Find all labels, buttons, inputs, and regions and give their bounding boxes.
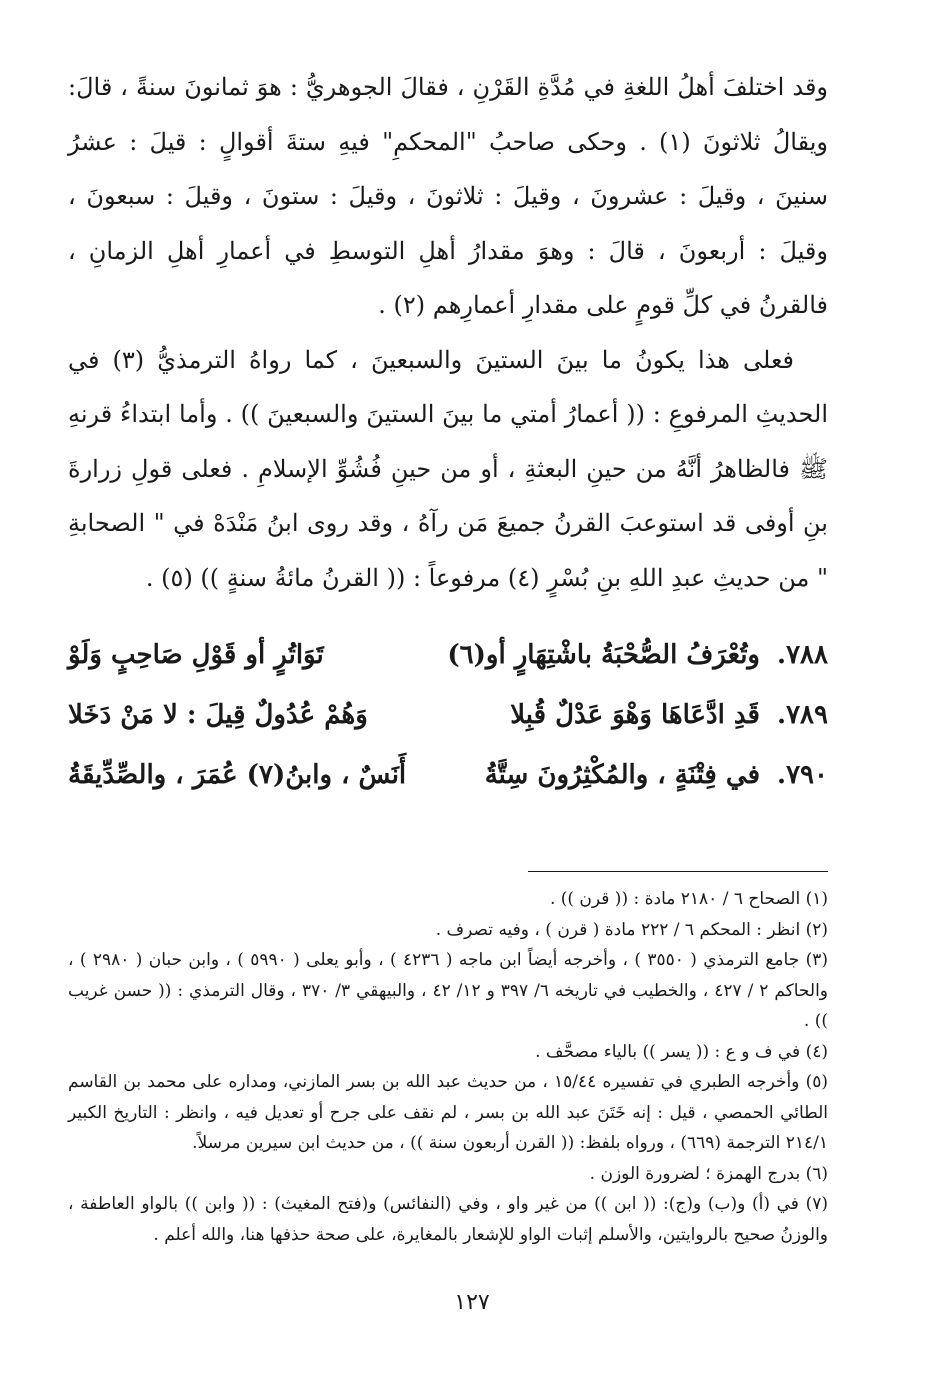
verse-789	[68, 685, 828, 745]
footnote-1: (١) الصحاح ٦ / ٢١٨٠ مادة : (( قرن )) .	[549, 889, 828, 909]
verse-788	[68, 625, 828, 685]
footnotes	[68, 884, 828, 1250]
paragraph-1: وقد اختلفَ أهلُ اللغةِ في مُدَّةِ القَرْنِ ، فقالَ الجوهريُّ : هوَ ثمانونَ سنةً ، قالَ: ويقالُ ثلاثونَ (١) . وحكى صاحبُ "المحكمِ" فيهِ ستةَ أقوالٍ : قيلَ : عشرُ سنينَ ، وقيلَ : عشرونَ ، وقيلَ : ثلاثونَ ، وقيلَ : ستونَ ، وقيلَ : سبعونَ ، وقيلَ : أربعونَ ، قالَ : وهوَ مقدارُ أهلِ التوسطِ في أعمارِ أهلِ الزمانِ ، فالقرنُ في كلِّ قومٍ على مقدارِ أعمارِهم (٢) .	[68, 73, 829, 319]
footnote-2: (٢) انظر : المحكم ٦ / ٢٢٢ مادة ( قرن ) ، وفيه تصرف .	[435, 919, 828, 940]
verse-number: ٧٩٠.	[777, 760, 828, 790]
verse-second-hemistich: أَنَسٌ ، وابنُ(٧) عُمَرَ ، والصِّدِّيقَةُ	[68, 760, 407, 790]
page-number: ١٢٧	[454, 1290, 490, 1315]
verse-first-hemistich: وتُعْرَفُ الصُّحْبَةُ باشْتِهَارٍ أو(٦)	[447, 640, 760, 670]
footnote-divider	[528, 871, 828, 872]
verse-number: ٧٨٨.	[777, 640, 828, 670]
verse-second-hemistich: تَوَاتُرٍ أو قَوْلِ صَاحِبٍ وَلَوْ	[68, 640, 324, 670]
paragraph-2: فعلى هذا يكونُ ما بينَ الستينَ والسبعينَ ، كما رواهُ الترمذيُّ (٣) في الحديثِ المرفوعِ : (( أعمارُ أمتي ما بينَ الستينَ والسبعينَ )) . وأما ابتداءُ قرنهِ ﷺ فالظاهرُ أنَّهُ من حينِ البعثةِ ، أو من حينِ فُشُوِّ الإسلامِ . فعلى قولِ زرارةَ بنِ أوفى قد استوعبَ القرنُ جميعَ مَن رآهُ ، وقد روى ابنُ مَنْدَهْ في " الصحابةِ " من حديثِ عبدِ اللهِ بنِ بُسْرٍ (٤) مرفوعاً : (( القرنُ مائةُ سنةٍ )) (٥) .	[68, 345, 828, 592]
main-text	[68, 60, 828, 605]
footnote-7: (٧) في (أ) و(ب) و(ج): (( ابن )) من غير واو ، وفي (النفائس) و(فتح المغيث) : (( وابن )) بالواو العاطفة ، والوزنُ صحيح بالروايتين، والأسلم إثبات الواو للإشعار بالمغايرة، على صحة حذفها هنا، والله أعلم .	[68, 1194, 828, 1245]
verse-790	[68, 745, 828, 805]
footnote-4: (٤) في ف و ع : (( يسر )) بالياء مصحَّف .	[535, 1041, 828, 1062]
footnote-6: (٦) بدرج الهمزة ؛ لضرورة الوزن .	[589, 1163, 828, 1184]
verse-first-hemistich: في فِتْنَةٍ ، والمُكْثِرُونَ سِتَّةُ	[484, 760, 760, 790]
verse-second-hemistich: وَهُمْ عُدُولٌ قِيلَ : لا مَنْ دَخَلا	[68, 700, 368, 730]
footnote-5: (٥) وأخرجه الطبري في تفسيره ١٥/٤٤ ، من حديث عبد الله بن بسر المازني، ومداره على محمد بن القاسم الطائي الحمصي ، قيل : إنه خَتَنَ عبد الله بن بسر ، لم نقف على جرح أو تعديل فيه ، وانظر : التاريخ الكبير ٢١٤/١ الترجمة (٦٦٩) ، ورواه بلفظ: (( القرن أربعون سنة )) ، من حديث ابن سيرين مرسلاً.	[68, 1072, 828, 1153]
poem-verses	[68, 625, 828, 805]
footnote-3: (٣) جامع الترمذي ( ٣٥٥٠ ) ، وأخرجه أيضاً ابن ماجه ( ٤٢٣٦ ) ، وأبو يعلى ( ٥٩٩٠ ) ، وابن حبان ( ٢٩٨٠ ) ، والحاكم ٢ / ٤٢٧ ، والخطيب في تاريخه ٦/ ٣٩٧ و ١٢/ ٤٢ ، والبيهقي ٣/ ٣٧٠ ، وقال الترمذي : (( حسن غريب )) .	[68, 950, 828, 1031]
document-page	[68, 60, 828, 1250]
verse-number: ٧٨٩.	[777, 700, 828, 730]
verse-first-hemistich: قَدِ ادَّعَاهَا وَهْوَ عَدْلٌ قُبِلا	[510, 700, 760, 730]
